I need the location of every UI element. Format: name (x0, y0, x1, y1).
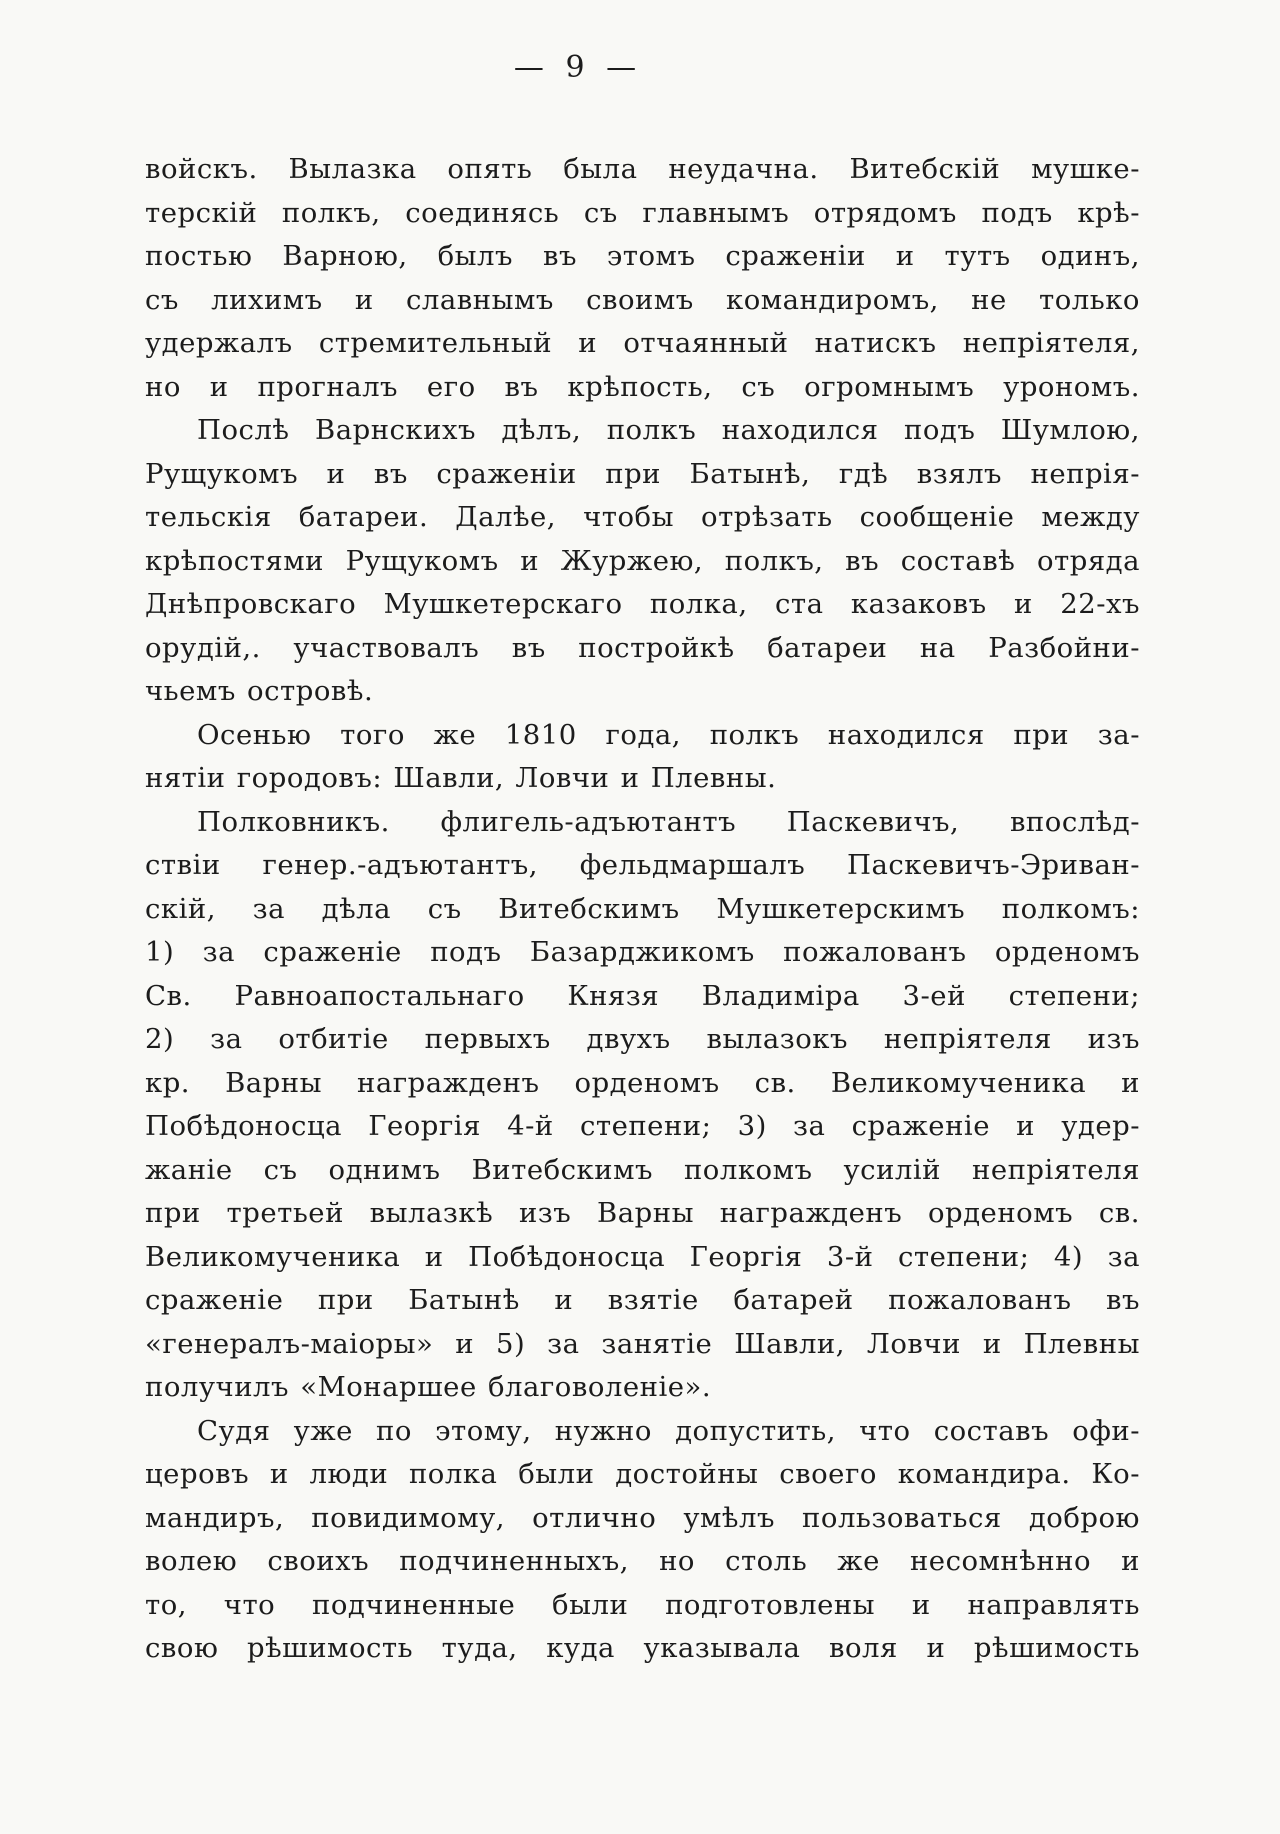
text-line: мандиръ, повидимому, отлично умѣлъ пользоваться доброю (145, 1501, 1140, 1534)
text-line: при третьей вылазкѣ изъ Варны награжденъ орденомъ св. (145, 1197, 1140, 1229)
text-line: церовъ и люди полка были достойны своего командира. Ко- (145, 1458, 1140, 1490)
text-line: тельскія батареи. Далѣе, чтобы отрѣзать сообщеніе между (145, 501, 1140, 533)
paragraph (145, 801, 1140, 1410)
text-line: свою рѣшимость туда, куда указывала воля и рѣшимость (145, 1632, 1140, 1664)
text-line: 1) за сраженіе подъ Базарджикомъ пожалованъ орденомъ (145, 936, 1140, 968)
paragraph (145, 409, 1140, 714)
text-line: но и прогналъ его въ крѣпость, съ огромнымъ урономъ. (145, 370, 1140, 403)
text-line: Побѣдоносца Георгія 4-й степени; 3) за сраженіе и удер- (145, 1110, 1140, 1142)
text-line: волею своихъ подчиненныхъ, но столь же несомнѣнно и (145, 1545, 1140, 1577)
paragraph (145, 148, 1140, 409)
text-line: Судя уже по этому, нужно допустить, что составъ офи- (197, 1414, 1140, 1447)
text-block (145, 148, 1140, 1671)
text-line: нятіи городовъ: Шавли, Ловчи и Плевны. (145, 762, 777, 794)
text-line: ствіи генер.-адъютантъ, фельдмаршалъ Паскевичъ-Эриван- (145, 849, 1140, 881)
text-line: Полковникъ. флигель-адъютантъ Паскевичъ, впослѣд- (197, 805, 1140, 838)
text-line: постью Варною, былъ въ этомъ сраженіи и тутъ одинъ, (145, 240, 1140, 272)
text-line: съ лихимъ и славнымъ своимъ командиромъ, не только (145, 283, 1140, 316)
text-line: терскій полкъ, соединясь съ главнымъ отрядомъ подъ крѣ- (145, 196, 1140, 229)
text-line: «генералъ-маіоры» и 5) за занятіе Шавли, Ловчи и Плевны (145, 1327, 1140, 1360)
text-line: скій, за дѣла съ Витебскимъ Мушкетерскимъ полкомъ: (145, 892, 1140, 925)
text-line: крѣпостями Рущукомъ и Журжею, полкъ, въ составѣ отряда (145, 544, 1140, 577)
text-line: войскъ. Вылазка опять была неудачна. Витебскій мушке- (145, 153, 1140, 185)
text-line: Рущукомъ и въ сраженіи при Батынѣ, гдѣ взялъ непрія- (145, 457, 1140, 490)
text-line: Великомученика и Побѣдоносца Георгія 3-й степени; 4) за (145, 1240, 1140, 1273)
page-number: — 9 — (513, 50, 643, 85)
text-line: получилъ «Монаршее благоволеніе». (145, 1371, 712, 1403)
text-line: сраженіе при Батынѣ и взятіе батарей пожалованъ въ (145, 1284, 1140, 1316)
text-line: Днѣпровскаго Мушкетерскаго полка, ста казаковъ и 22-хъ (145, 588, 1140, 620)
paragraph (145, 714, 1140, 801)
text-line: Осенью того же 1810 года, полкъ находился при за- (197, 718, 1140, 751)
text-line: 2) за отбитіе первыхъ двухъ вылазокъ непріятеля изъ (145, 1023, 1140, 1055)
text-line: жаніе съ однимъ Витебскимъ полкомъ усилій непріятеля (145, 1153, 1140, 1186)
text-line: удержалъ стремительный и отчаянный натискъ непріятеля, (145, 327, 1140, 359)
text-line: кр. Варны награжденъ орденомъ св. Великомученика и (145, 1066, 1140, 1099)
text-line: чьемъ островѣ. (145, 675, 374, 707)
text-line: то, что подчиненные были подготовлены и направлять (145, 1588, 1140, 1621)
text-line: Св. Равноапостальнаго Князя Владиміра 3-ей степени; (145, 979, 1140, 1012)
paragraph (145, 1410, 1140, 1671)
text-line: орудій,. участвовалъ въ постройкѣ батареи на Разбойни- (145, 631, 1140, 664)
text-line: Послѣ Варнскихъ дѣлъ, полкъ находился подъ Шумлою, (197, 414, 1140, 446)
